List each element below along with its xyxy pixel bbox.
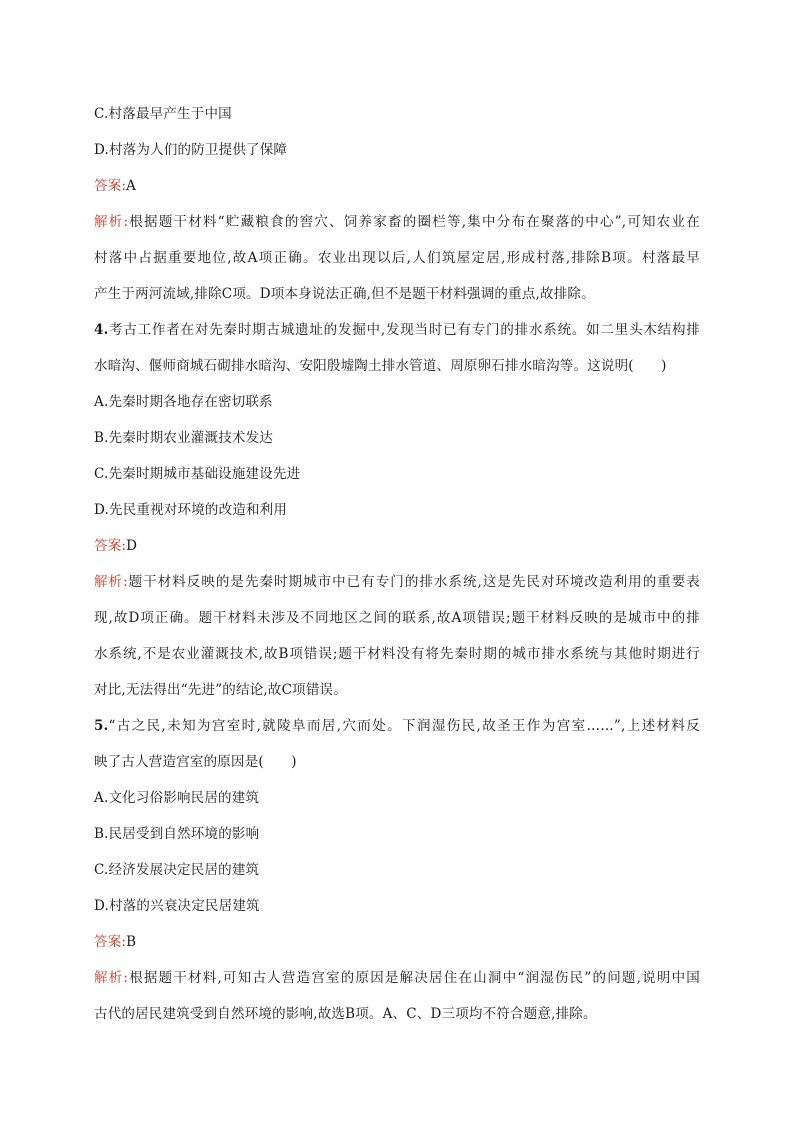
analysis-line: 水系统,不是农业灌溉技术,故B项错误;题干材料没有将先秦时期的城市排水系统与其他时期进行 (94, 646, 700, 662)
q3-option-d: D.村落为人们的防卫提供了保障 (94, 142, 288, 158)
answer-value: B (126, 934, 137, 950)
question-number: 5. (94, 718, 109, 734)
question-number: 4. (94, 322, 109, 338)
analysis-label: 解析: (94, 970, 129, 986)
analysis-line: 根据题干材料,可知古人营造宫室的原因是解决居住在山洞中“润湿伤民”的问题,说明中国 (128, 970, 700, 986)
q5-option-d: D.村落的兴衰决定民居建筑 (94, 898, 260, 914)
q4-answer (94, 528, 700, 564)
analysis-line: 题干材料反映的是先秦时期城市中已有专门的排水系统,这是先民对环境改造利用的重要表 (127, 574, 700, 590)
answer-label: 答案: (94, 934, 127, 950)
analysis-label: 解析: (94, 214, 129, 230)
analysis-line: 现,故D项正确。题干材料未涉及不同地区之间的联系,故A项错误;题干材料反映的是城市中的排 (94, 610, 700, 626)
document-page (94, 96, 700, 1032)
q3-option-c: C.村落最早产生于中国 (94, 106, 232, 122)
stem-line: “古之民,未知为宫室时,就陵阜而居,穴而处。下润湿伤民,故圣王作为宫室……”,上述材料反 (108, 718, 700, 734)
analysis-label: 解析: (94, 574, 128, 590)
q5-option-c: C.经济发展决定民居的建筑 (94, 862, 260, 878)
q4-option-d: D.先民重视对环境的改造和利用 (94, 502, 288, 518)
analysis-line: 村落中占据重要地位,故A项正确。农业出现以后,人们筑屋定居,形成村落,排除B项。村落最早 (94, 250, 700, 266)
stem-line: 映了古人营造宫室的原因是( ) (94, 754, 297, 770)
answer-label: 答案: (94, 178, 127, 194)
q5-option-a: A.文化习俗影响民居的建筑 (94, 790, 260, 806)
q5-analysis (94, 960, 700, 1032)
analysis-line: 根据题干材料“贮藏粮食的窖穴、饲养家畜的圈栏等,集中分布在聚落的中心”,可知农业在 (128, 214, 700, 230)
q3-analysis (94, 204, 700, 312)
q4-option-b: B.先秦时期农业灌溉技术发达 (94, 430, 274, 446)
answer-value: A (126, 178, 137, 194)
stem-line: 考古工作者在对先秦时期古城遗址的发掘中,发现当时已有专门的排水系统。如二里头木结构排 (108, 322, 700, 338)
answer-value: D (126, 538, 138, 554)
q5-option-b: B.民居受到自然环境的影响 (94, 826, 260, 842)
q4-analysis (94, 564, 700, 708)
q3-answer (94, 168, 700, 204)
q4-stem (94, 312, 700, 384)
analysis-line: 古代的居民建筑受到自然环境的影响,故选B项。A、C、D三项均不符合题意,排除。 (94, 1006, 597, 1022)
answer-label: 答案: (94, 538, 127, 554)
q5-stem (94, 708, 700, 780)
q4-option-a: A.先秦时期各地存在密切联系 (94, 394, 273, 410)
analysis-line: 对比,无法得出“先进”的结论,故C项错误。 (94, 682, 347, 698)
q5-answer (94, 924, 700, 960)
analysis-line: 产生于两河流域,排除C项。D项本身说法正确,但不是题干材料强调的重点,故排除。 (94, 286, 595, 302)
q4-option-c: C.先秦时期城市基础设施建设先进 (94, 466, 301, 482)
stem-line: 水暗沟、偃师商城石砌排水暗沟、安阳殷墟陶土排水管道、周原卵石排水暗沟等。这说明( ) (94, 358, 667, 374)
